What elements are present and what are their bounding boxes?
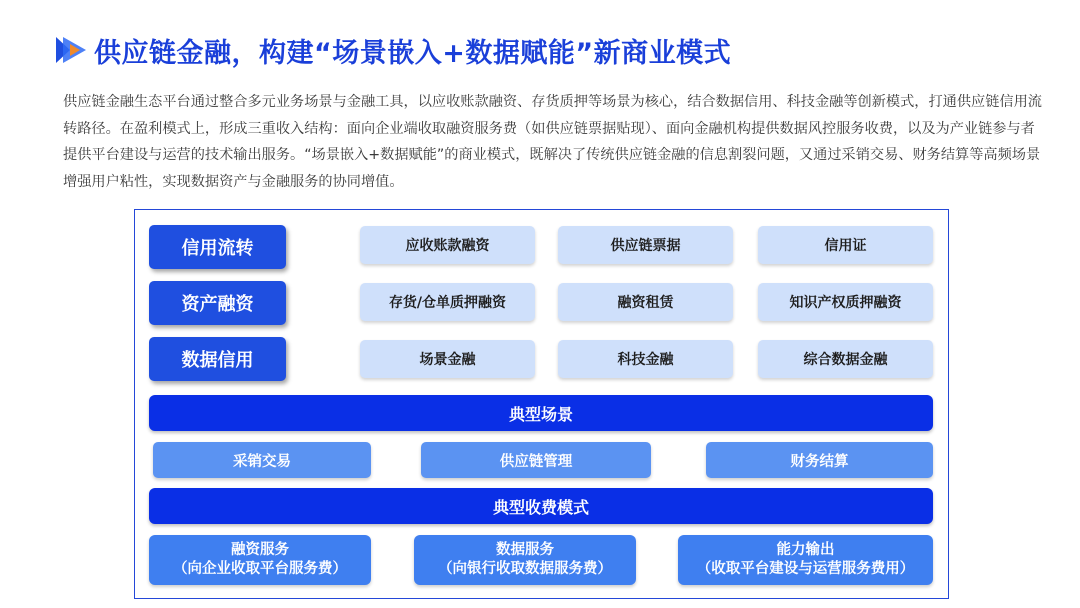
revenue-financing-service [149,535,371,585]
revenue-name: 融资服务 [231,542,289,558]
play-arrow-logo-icon [54,34,88,66]
cell-supply-chain-notes: 供应链票据 [558,226,733,264]
scene-header-band: 典型场景 [149,395,933,431]
page-title: 供应链金融，构建“场景嵌入+数据赋能”新商业模式 [94,37,732,69]
business-model-diagram [134,209,949,599]
cell-ip-pledge: 知识产权质押融资 [758,283,933,321]
scene-supply-chain-management: 供应链管理 [421,442,651,478]
scene-financial-settlement: 财务结算 [706,442,933,478]
cell-receivables-financing: 应收账款融资 [360,226,535,264]
revenue-note: （收取平台建设与运营服务费用） [696,561,915,577]
revenue-note: （向企业收取平台服务费） [173,561,347,577]
revenue-capability-output [678,535,933,585]
cell-letter-of-credit: 信用证 [758,226,933,264]
revenue-name: 能力输出 [776,542,835,558]
category-data-credit: 数据信用 [149,337,286,381]
revenue-data-service [414,535,636,585]
cell-tech-finance: 科技金融 [558,340,733,378]
revenue-header-band: 典型收费模式 [149,488,933,524]
revenue-name: 数据服务 [496,542,554,558]
title-row [54,30,731,70]
scene-procurement-sales: 采销交易 [153,442,371,478]
cell-scenario-finance: 场景金融 [360,340,535,378]
category-credit-flow: 信用流转 [149,225,286,269]
revenue-note: （向银行收取数据服务费） [438,561,612,577]
cell-inventory-pledge: 存货/仓单质押融资 [360,283,535,321]
cell-financial-leasing: 融资租赁 [558,283,733,321]
category-asset-financing: 资产融资 [149,281,286,325]
cell-integrated-data-finance: 综合数据金融 [758,340,933,378]
intro-paragraph: 供应链金融生态平台通过整合多元业务场景与金融工具，以应收账款融资、存货质押等场景为核心，结合数据信用、科技金融等创新模式，打通供应链信用流转路径。在盈利模式上，形成三重收入结构：面向企业端收取融资服务费（如供应链票据贴现）、面向金融机构提供数据风控服务收费，以及为产业链参与者提供平台建设与运营的技术输出服务。“场景嵌入+数据赋能”的商业模式，既解决了传统供应链金融的信息割裂问题，又通过采销交易、财务结算等高频场景增强用户粘性，实现数据资产与金融服务的协同增值。 [63,94,1042,190]
